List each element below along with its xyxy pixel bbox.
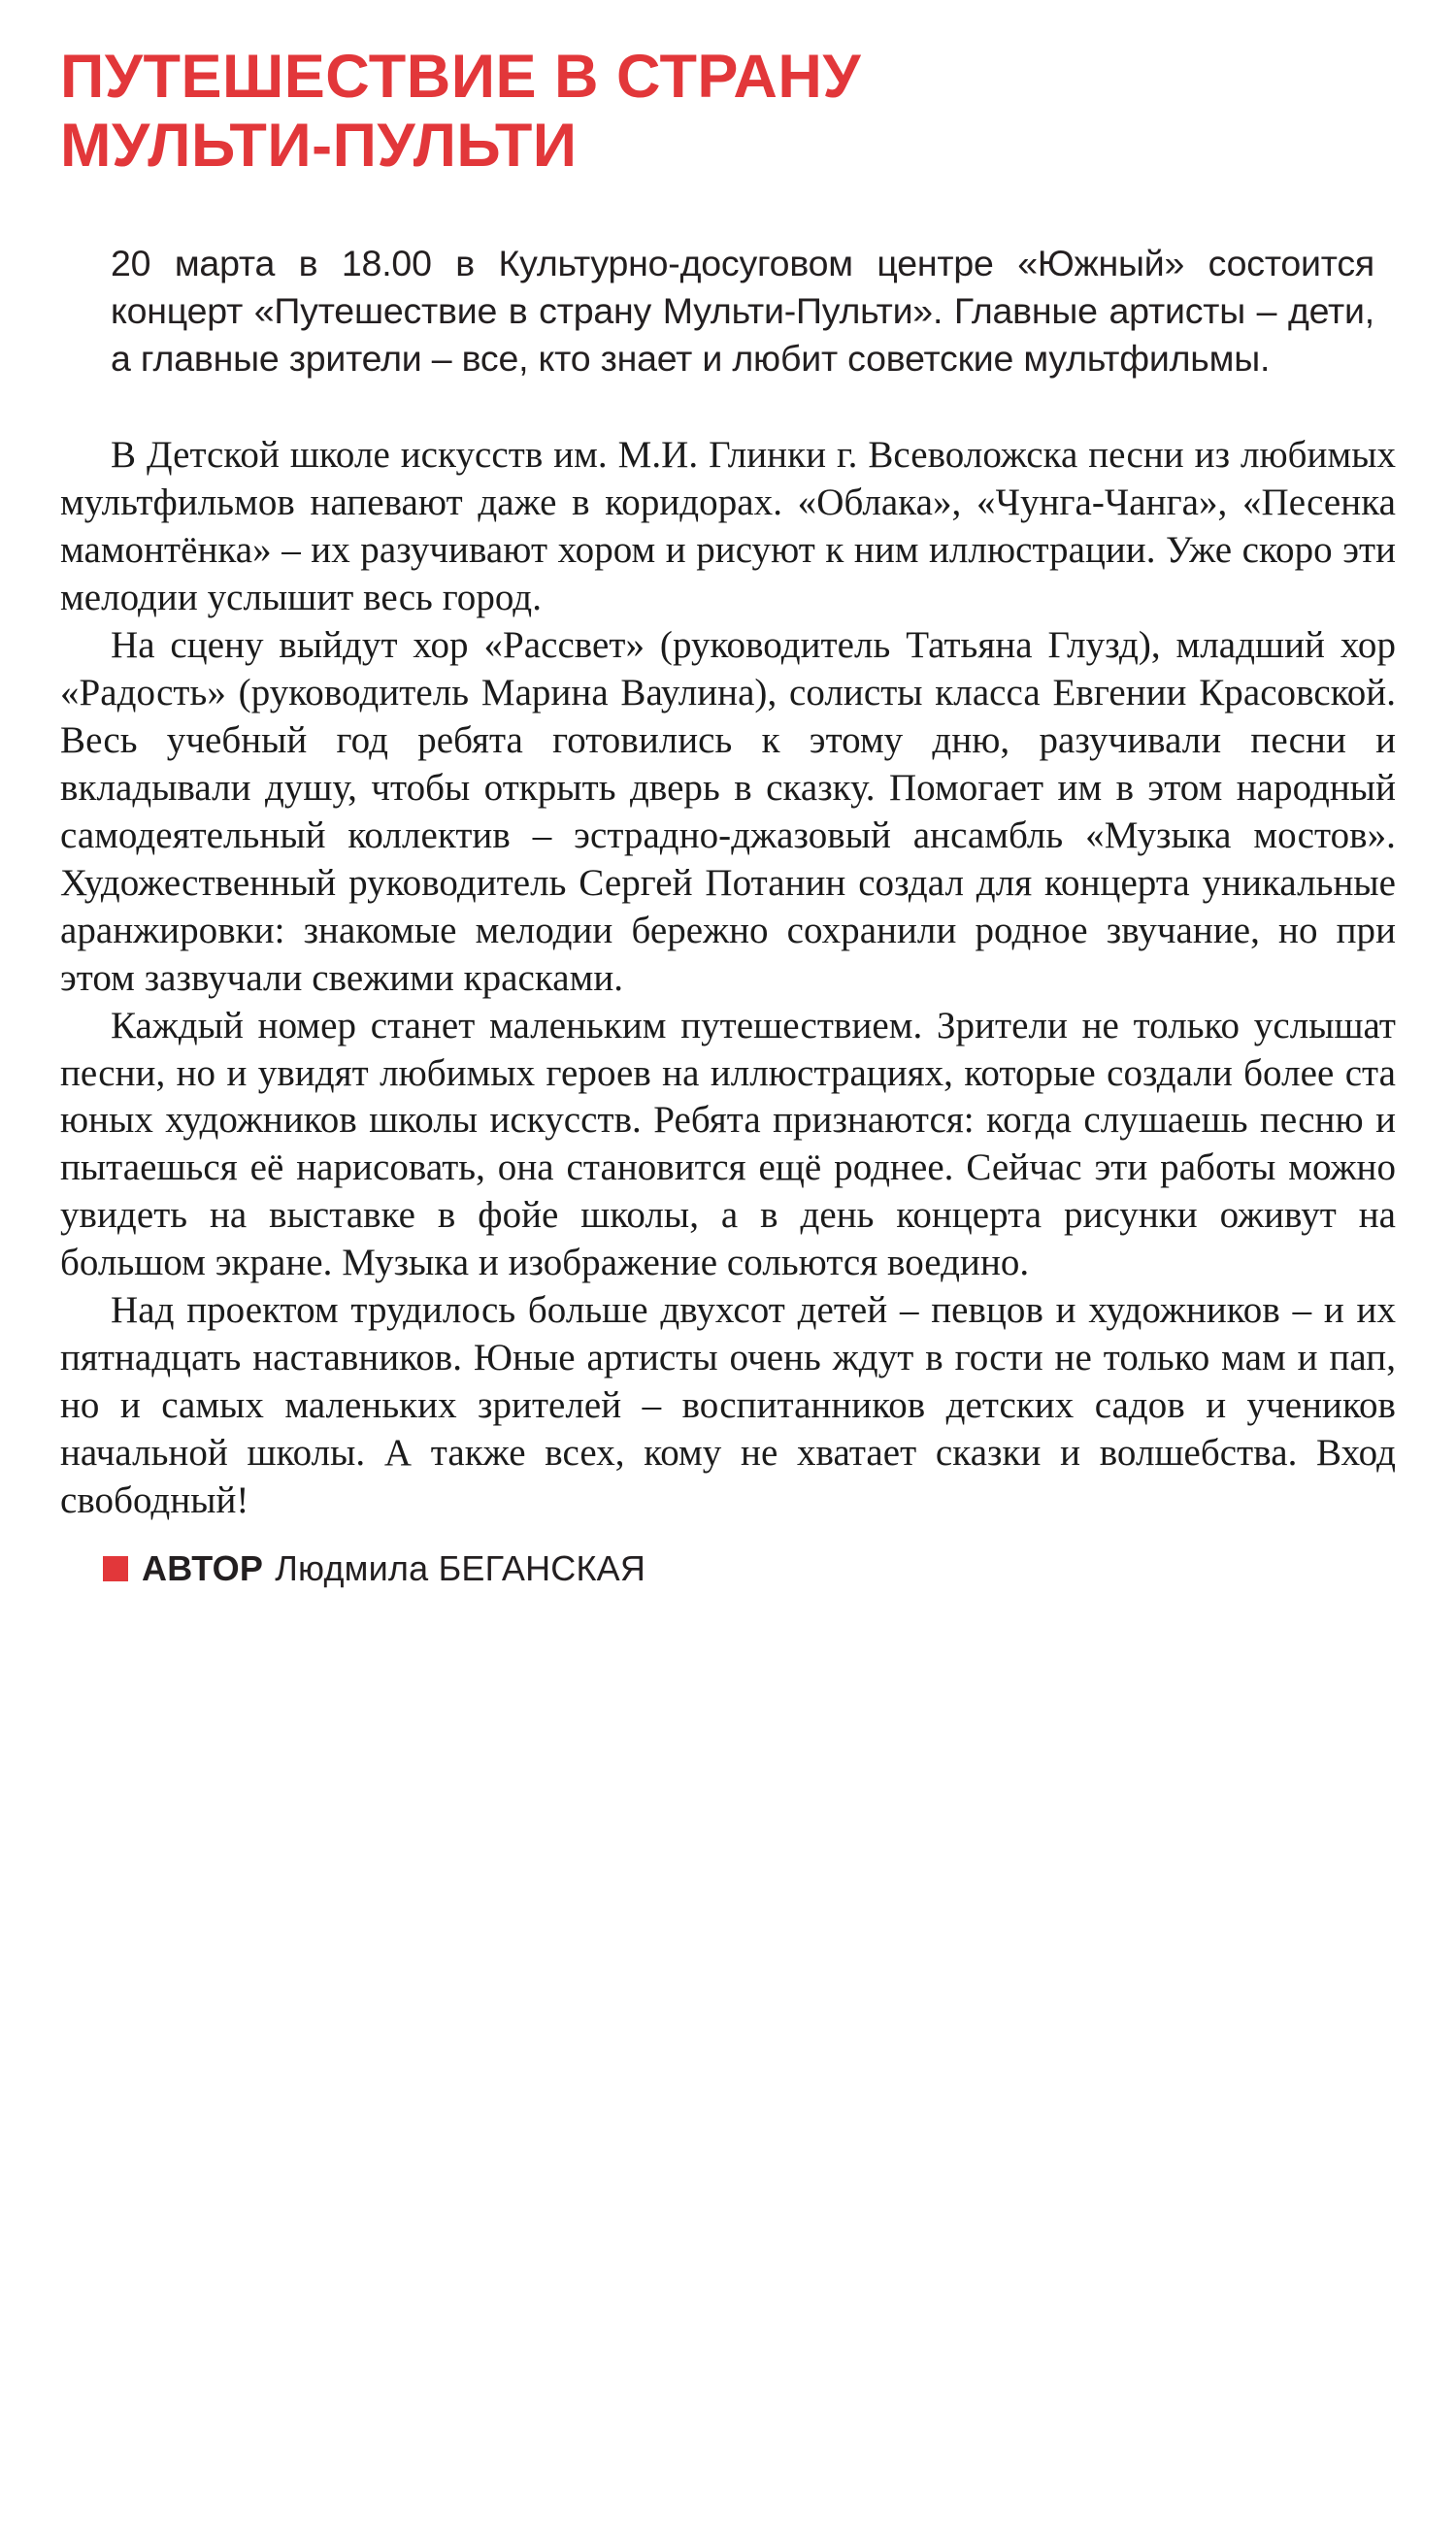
page-title [60,43,1396,180]
article-paragraph: Каждый номер станет маленьким путешествием. Зрители не только услышат песни, но и увидят любимых героев на иллюстрациях, которые создали более ста юных художников школы искусств. Ребята признаются: когда слушаешь песню и пытаешься её нарисовать, она становится ещё роднее. Сейчас эти работы можно увидеть на выставке в фойе школы, а в день концерта рисунки оживут на большом экране. Музыка и изображение сольются воедино. [60,1004,1396,1284]
article-lead: 20 марта в 18.00 в Культурно-досуговом центре «Южный» состоится концерт «Путешествие в страну Мульти-Пульти». Главные артисты – дети, а главные зрители – все, кто знает и любит советские мультфильмы. [111,243,1374,379]
article-paragraph: В Детской школе искусств им. М.И. Глинки г. Всеволожска песни из любимых мультфильмов напевают даже в коридорах. «Облака», «Чунга-Чанга», «Песенка мамонтёнка» – их разучивают хором и рисуют к ним иллюстрации. Уже скоро эти мелодии услышит весь город. [60,434,1396,619]
byline-author-name: Людмила БЕГАНСКАЯ [275,1547,646,1588]
headline-line-2: МУЛЬТИ-ПУЛЬТИ [60,111,578,180]
article-paragraph: Над проектом трудилось больше двухсот детей – певцов и художников – и их пятнадцать наставников. Юные артисты очень ждут в гости не только мам и пап, но и самых маленьких зрителей – воспитанников детских садов и учеников начальной школы. А также всех, кому не хватает сказки и волшебства. Вход свободный! [60,1289,1396,1521]
headline-line-1: ПУТЕШЕСТВИЕ В СТРАНУ [60,43,862,111]
byline-label: АВТОР [142,1547,264,1588]
article-paragraph: На сцену выйдут хор «Рассвет» (руководитель Татьяна Глузд), младший хор «Радость» (руководитель Марина Ваулина), солисты класса Евгении Красовской. Весь учебный год ребята готовились к этому дню, разучивали песни и вкладывали душу, чтобы открыть дверь в сказку. Помогает им в этом народный самодеятельный коллектив – эстрадно-джазовый ансамбль «Музыка мостов». Художественный руководитель Сергей Потанин создал для концерта уникальные аранжировки: знакомые мелодии бережно сохранили родное звучание, но при этом зазвучали свежими красками. [60,624,1396,999]
square-bullet-icon [103,1556,128,1581]
byline [103,1548,1396,1589]
article-body [60,432,1396,1525]
